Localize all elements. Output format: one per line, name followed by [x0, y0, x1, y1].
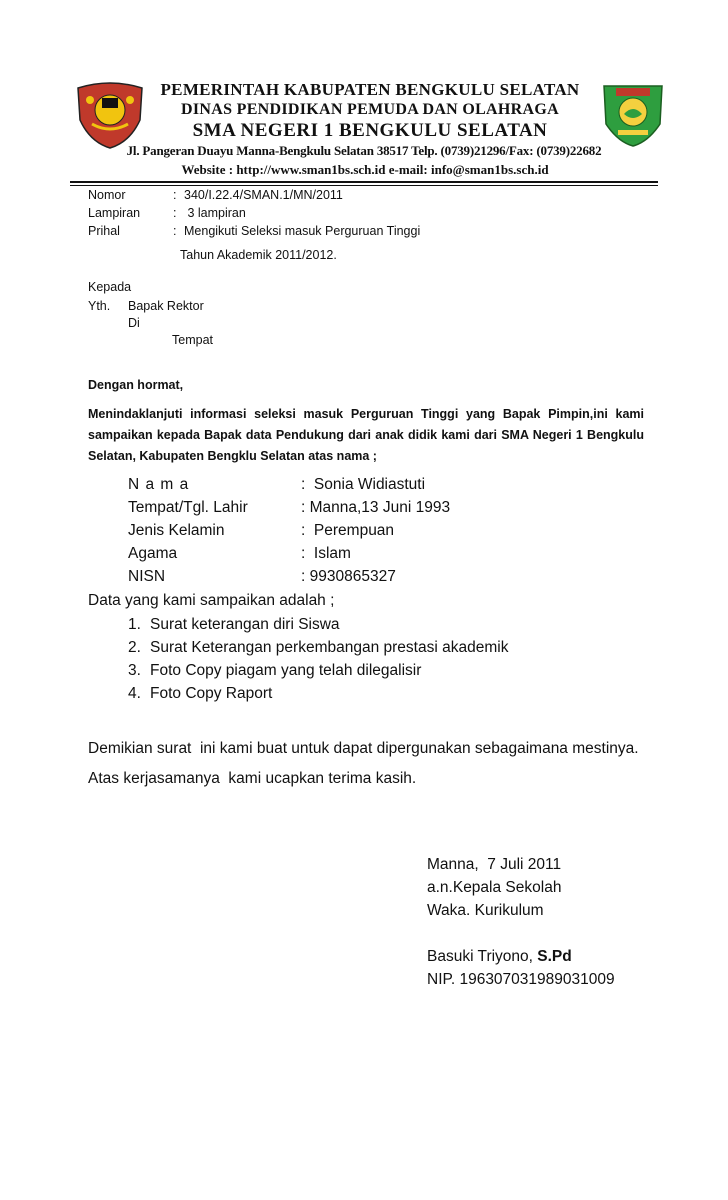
field-prihal-label: Prihal [88, 224, 120, 238]
list-item [128, 662, 422, 685]
signature-position: Waka. Kurikulum [427, 902, 544, 919]
list-item [128, 639, 509, 662]
student-birth-value: : Manna,13 Juni 1993 [301, 499, 451, 516]
intro-line-3: Selatan, Kabupaten Bengklu Selatan atas nama ; [88, 449, 377, 463]
student-religion-value: : Islam [301, 545, 351, 562]
signature-name: Basuki Triyono, [427, 948, 538, 965]
school-emblem-icon [598, 80, 668, 148]
closing-line-1: Demikian surat ini kami buat untuk dapat dipergunakan sebagaimana mestinya. [88, 740, 639, 757]
student-name-label: N a m a [128, 476, 190, 493]
student-nisn-value: : 9930865327 [301, 568, 396, 585]
student-religion-label: Agama [128, 545, 178, 562]
recipient-di: Di [128, 316, 140, 330]
letterhead-address: Jl. Pangeran Duayu Manna-Bengkulu Selatan 38517 Telp. (0739)21296/Fax: (0739)22682 [126, 143, 602, 158]
list-item-text: Foto Copy piagam yang telah dilegalisir [150, 662, 422, 679]
letterhead-line-1: PEMERINTAH KABUPATEN BENGKULU SELATAN [160, 80, 580, 99]
field-prihal-value: Mengikuti Seleksi masuk Perguruan Tinggi [184, 224, 421, 238]
letterhead-rule-thick [70, 181, 658, 183]
signature-on-behalf: a.n.Kepala Sekolah [427, 879, 562, 896]
field-lampiran-label: Lampiran [88, 206, 141, 220]
letterhead [0, 0, 728, 185]
student-name-value: : Sonia Widiastuti [301, 476, 426, 493]
list-item [128, 616, 340, 639]
closing-line-2: Atas kerjasamanya kami ucapkan terima kasih. [88, 770, 417, 787]
list-item-number: 4. [128, 685, 141, 702]
student-gender-value: : Perempuan [301, 522, 395, 539]
letterhead-line-3: SMA NEGERI 1 BENGKULU SELATAN [192, 120, 548, 141]
intro-paragraph [88, 404, 644, 467]
data-intro: Data yang kami sampaikan adalah ; [88, 592, 335, 609]
intro-line-2: sampaikan kepada Bapak data Pendukung dari anak didik kami dari SMA Negeri 1 Bengkulu [88, 428, 644, 442]
recipient-tempat: Tempat [172, 333, 213, 347]
greeting: Dengan hormat, [88, 378, 184, 392]
letterhead-rule-thin [70, 185, 658, 186]
signature-nip: NIP. 196307031989031009 [427, 971, 615, 988]
student-nisn-label: NISN [128, 568, 166, 585]
field-nomor-value: 340/I.22.4/SMAN.1/MN/2011 [184, 188, 343, 202]
recipient-name: Bapak Rektor [128, 299, 204, 313]
list-item-text: Surat keterangan diri Siswa [150, 616, 340, 633]
recipient-yth: Yth. [88, 299, 111, 313]
subject-continued: Tahun Akademik 2011/2012. [180, 248, 337, 262]
field-lampiran-sep: : [173, 206, 177, 220]
list-item-number: 3. [128, 662, 141, 679]
field-prihal-sep: : [173, 224, 177, 238]
list-item-number: 2. [128, 639, 141, 656]
attachment-list [128, 616, 509, 708]
letterhead-line-2: DINAS PENDIDIKAN PEMUDA DAN OLAHRAGA [181, 101, 559, 118]
signature-name-line [427, 948, 572, 966]
intro-line-1: Menindaklanjuti informasi seleksi masuk Perguruan Tinggi yang Bapak Pimpin,ini kami [88, 407, 644, 421]
list-item-text: Foto Copy Raport [150, 685, 273, 702]
field-lampiran-value: 3 lampiran [184, 206, 246, 220]
list-item-number: 1. [128, 616, 141, 633]
field-nomor-label: Nomor [88, 188, 126, 202]
letterhead-website: Website : http://www.sman1bs.sch.id e-mail: info@sman1bs.sch.id [181, 162, 549, 177]
field-nomor-sep: : [173, 188, 177, 202]
student-gender-label: Jenis Kelamin [128, 522, 225, 539]
kabupaten-crest-icon [70, 80, 150, 150]
list-item [128, 685, 273, 708]
student-birth-label: Tempat/Tgl. Lahir [128, 499, 248, 516]
recipient-kepada: Kepada [88, 280, 132, 294]
signature-place-date: Manna, 7 Juli 2011 [427, 856, 562, 873]
signature-title: S.Pd [537, 948, 572, 965]
list-item-text: Surat Keterangan perkembangan prestasi akademik [150, 639, 509, 656]
